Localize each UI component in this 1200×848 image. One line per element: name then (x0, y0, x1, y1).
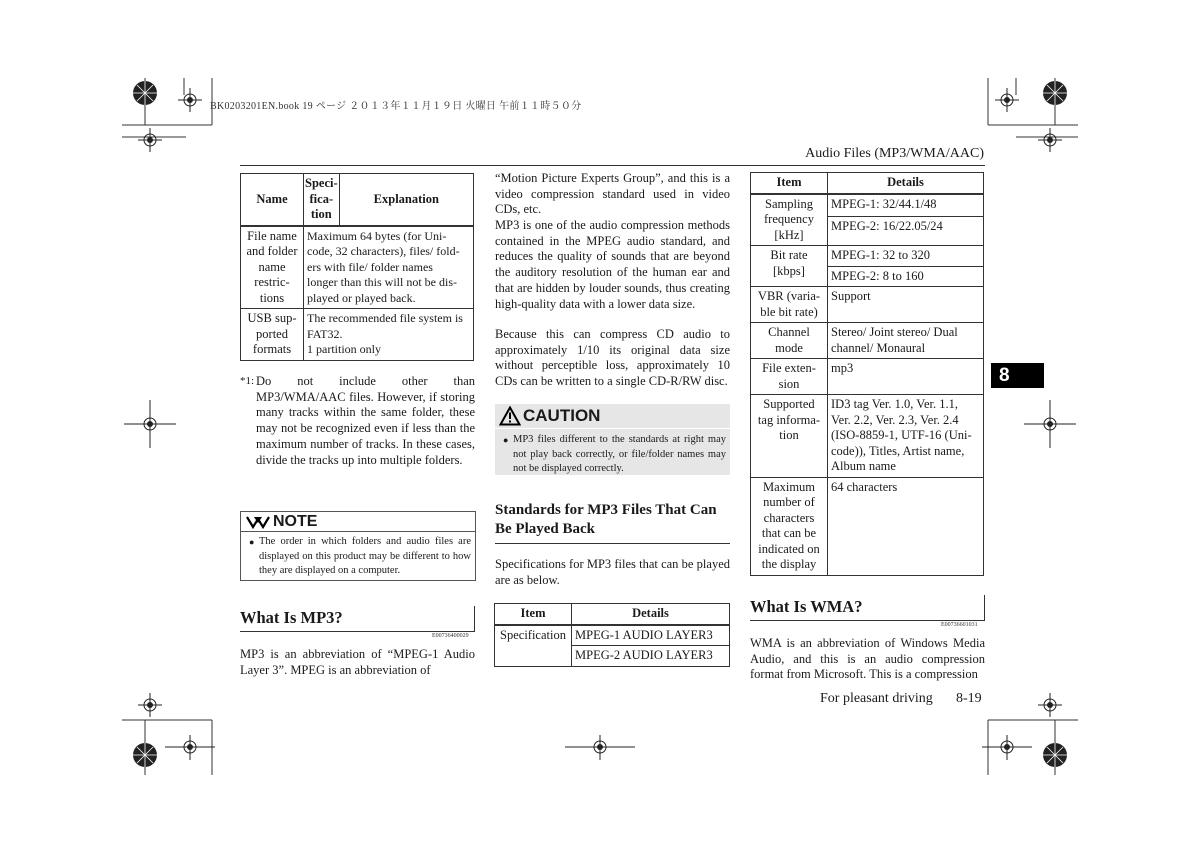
table-cell: File name and folder name restric- tions (241, 226, 304, 309)
table-row (751, 246, 984, 267)
section-rule (474, 606, 475, 632)
caution-title: CAUTION (523, 406, 601, 425)
section-code: E00736601031 (941, 622, 978, 628)
chapter-thumb-tab: 8 (991, 363, 1044, 388)
table-row (751, 194, 984, 217)
table-row (751, 323, 984, 359)
footnote-text: Do not include other than MP3/WMA/AAC files. However, if storing many tracks within the same folder, these may not be recognized even if less than the maximum number of tracks. In these cases, divide the tracks up into multiple folders. (256, 374, 475, 467)
caution-text: MP3 files different to the standards at right may not play back correctly, or file/folder names may not be displayed correctly. (513, 434, 726, 474)
mp3-specification-table (494, 603, 730, 667)
standards-heading: Standards for MP3 Files That Can Be Played Back (495, 502, 717, 537)
section-rule (750, 620, 985, 621)
page-header: Audio Files (MP3/WMA/AAC) (805, 146, 984, 161)
warning-triangle-icon (499, 406, 521, 426)
table-row (241, 309, 474, 361)
table-cell: MPEG-1: 32 to 320 (828, 246, 984, 267)
table-cell: The recommended file system is FAT32. 1 partition only (304, 309, 474, 361)
mp3-intro-text: MP3 is an abbreviation of “MPEG-1 Audio Layer 3”. MPEG is an abbreviation of (240, 647, 475, 677)
section-title-wma: What Is WMA? (750, 597, 863, 616)
mp3-details-table (750, 172, 984, 576)
caution-box (495, 404, 730, 475)
mpeg-paragraph: “Motion Picture Experts Group”, and this is a video compression standard used in video CDs, etc. (495, 171, 730, 217)
table-cell: MPEG-2: 16/22.05/24 (828, 217, 984, 246)
table-cell: MPEG-1 AUDIO LAYER3 (572, 625, 730, 646)
header-rule (240, 165, 985, 166)
table-header: Item (751, 173, 828, 194)
bullet-icon: ● (249, 537, 255, 547)
table-header: Explanation (339, 174, 473, 226)
section-rule (495, 543, 730, 544)
table-cell: Maximum 64 bytes (for Uni- code, 32 characters), files/ fold- ers with file/ folder names longer than this will not be dis- played or played back. (304, 226, 474, 309)
table-row (241, 226, 474, 309)
table-cell: Specification (495, 625, 572, 667)
note-text: The order in which folders and audio files are displayed on this product may be different to how they are displayed on a computer. (259, 536, 471, 576)
table-cell: MPEG-2 AUDIO LAYER3 (572, 646, 730, 667)
section-title-mp3: What Is MP3? (240, 608, 343, 627)
table-header: Details (572, 604, 730, 625)
table-cell: 64 characters (828, 477, 984, 575)
table-cell: USB sup- ported formats (241, 309, 304, 361)
print-info: BK0203201EN.book 19 ページ ２０１３年１１月１９日 火曜日 午前１１時５０分 (210, 101, 582, 112)
table-header: Details (828, 173, 984, 194)
footnote (240, 374, 475, 468)
table-row (495, 625, 730, 646)
note-box (240, 511, 476, 581)
table-row (751, 287, 984, 323)
table-cell: Sampling frequency [kHz] (751, 194, 828, 246)
section-code: E00736400029 (432, 633, 469, 639)
table-row (751, 395, 984, 478)
table-cell: MPEG-2: 8 to 160 (828, 266, 984, 287)
table-header: Name (241, 174, 304, 226)
table-row (751, 477, 984, 575)
wma-intro-text: WMA is an abbreviation of Windows Media Audio, and this is an audio compression format from Microsoft. This is a compression (750, 636, 985, 682)
table-cell: File exten- sion (751, 359, 828, 395)
table-cell: Bit rate [kbps] (751, 246, 828, 287)
table-cell: Stereo/ Joint stereo/ Dual channel/ Monaural (828, 323, 984, 359)
section-rule (984, 595, 985, 621)
table-cell: VBR (varia- ble bit rate) (751, 287, 828, 323)
standards-intro: Specifications for MP3 files that can be played are as below. (495, 557, 730, 587)
table-cell: Supported tag informa- tion (751, 395, 828, 478)
section-rule (240, 631, 475, 632)
table-header: Speci- fica- tion (304, 174, 340, 226)
compression-paragraph: Because this can compress CD audio to approximately 1/10 its original data size without perceptible loss, approximately 10 CDs can be written to a single CD-R/RW disc. (495, 327, 730, 389)
mp3-paragraph: MP3 is one of the audio compression methods contained in the MPEG audio standard, and reduces the quality of sounds that are beyond the auditory resolution of the human ear and that are hidden by louder sounds, thus creating high-quality data with a lower data size. (495, 218, 730, 311)
file-name-table (240, 173, 474, 361)
table-row (751, 359, 984, 395)
table-cell: mp3 (828, 359, 984, 395)
bullet-icon: ● (503, 435, 509, 445)
caution-header (495, 404, 730, 429)
table-cell: Channel mode (751, 323, 828, 359)
table-cell: MPEG-1: 32/44.1/48 (828, 194, 984, 217)
footnote-marker: *1: (240, 375, 255, 387)
footer-label: For pleasant driving (820, 691, 933, 706)
table-cell: Maximum number of characters that can be indicated on the display (751, 477, 828, 575)
note-title: NOTE (273, 512, 318, 530)
note-header (241, 512, 475, 532)
table-cell: ID3 tag Ver. 1.0, Ver. 1.1, Ver. 2.2, Ver. 2.3, Ver. 2.4 (ISO-8859-1, UTF-16 (Uni- code)), Titles, Artist name, Album name (828, 395, 984, 478)
table-cell: Support (828, 287, 984, 323)
table-header: Item (495, 604, 572, 625)
page-number: 8-19 (956, 691, 982, 706)
note-icon (245, 514, 271, 530)
